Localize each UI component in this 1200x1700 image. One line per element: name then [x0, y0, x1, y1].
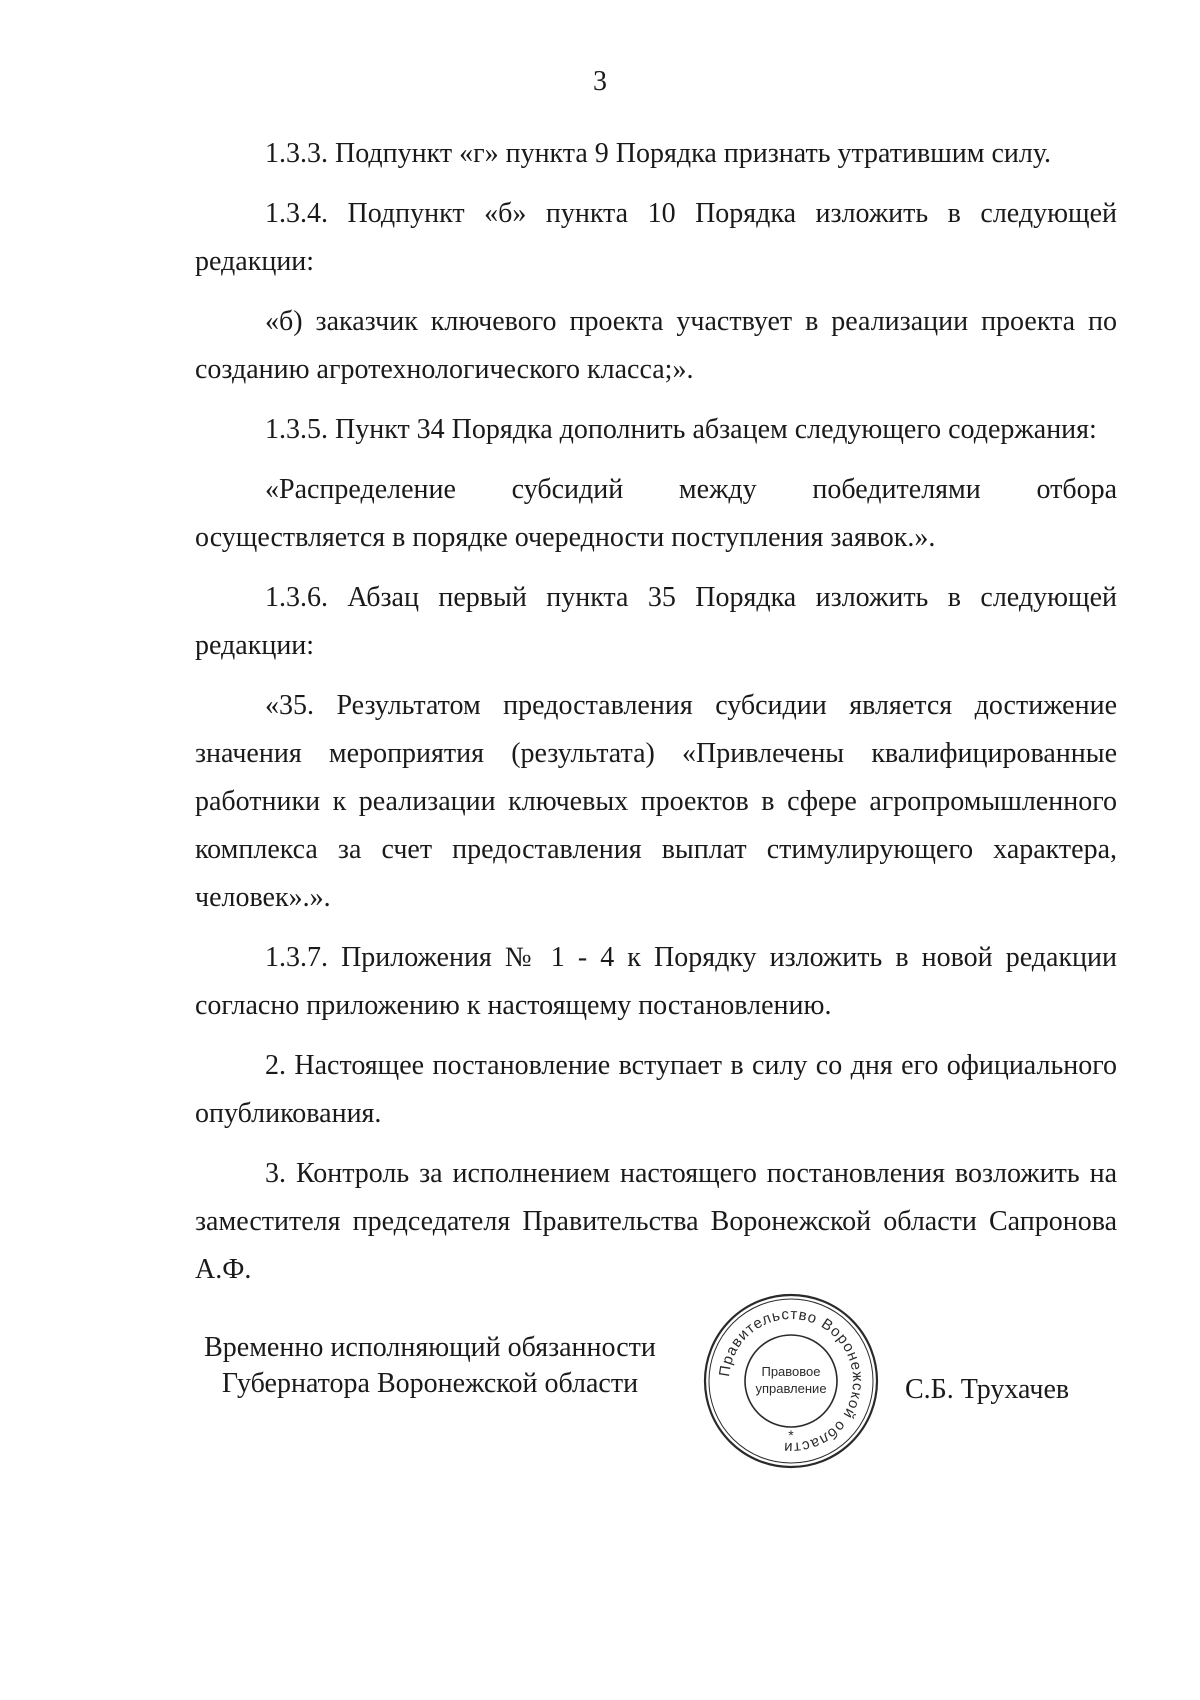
- seal-star: *: [788, 1427, 794, 1443]
- paragraph-3: 3. Контроль за исполнением настоящего постановления возложить на заместителя председателя Правительства Воронежской области Сапронова А.Ф.: [195, 1158, 1117, 1285]
- seal-center-line-1: Правовое: [761, 1364, 821, 1379]
- paragraph-1-3-6: 1.3.6. Абзац первый пункта 35 Порядка изложить в следующей редакции:: [195, 582, 1117, 661]
- paragraph-1-3-5: 1.3.5. Пункт 34 Порядка дополнить абзацем следующего содержания:: [265, 414, 1097, 445]
- paragraph-quote-35: «35. Результатом предоставления субсидии является достижение значения мероприятия (результата) «Привлечены квалифицированные работники к реализации ключевых проектов в сфере агропромышленного комплекса за счет предоставления выплат стимулирующего характера, человек».».: [195, 690, 1117, 913]
- page-number: 3: [593, 66, 607, 97]
- seal-center-line-2: управление: [755, 1381, 827, 1396]
- signatory-position-line-1: Временно исполняющий обязанности: [204, 1332, 656, 1363]
- paragraph-quote-b: «б) заказчик ключевого проекта участвует в реализации проекта по созданию агротехнологического класса;».: [195, 306, 1117, 385]
- signatory-name: С.Б. Трухачев: [905, 1374, 1070, 1405]
- paragraph-quote-distribution: «Распределение субсидий между победителями отбора осуществляется в порядке очередности поступления заявок.».: [195, 474, 1117, 553]
- seal-ring-text: Правительство Воронежской области: [716, 1305, 867, 1457]
- signatory-position: [195, 1330, 665, 1402]
- paragraph-1-3-3: 1.3.3. Подпункт «г» пункта 9 Порядка признать утратившим силу.: [265, 138, 1052, 169]
- paragraph-2: 2. Настоящее постановление вступает в силу со дня его официального опубликования.: [195, 1050, 1117, 1129]
- document-body: [195, 130, 1117, 1306]
- paragraph-1-3-4: 1.3.4. Подпункт «б» пункта 10 Порядка изложить в следующей редакции:: [195, 198, 1117, 277]
- official-seal: [700, 1290, 882, 1472]
- paragraph-1-3-7: 1.3.7. Приложения № 1 - 4 к Порядку изложить в новой редакции согласно приложению к настоящему постановлению.: [195, 942, 1117, 1021]
- signatory-position-line-2: Губернатора Воронежской области: [221, 1368, 639, 1399]
